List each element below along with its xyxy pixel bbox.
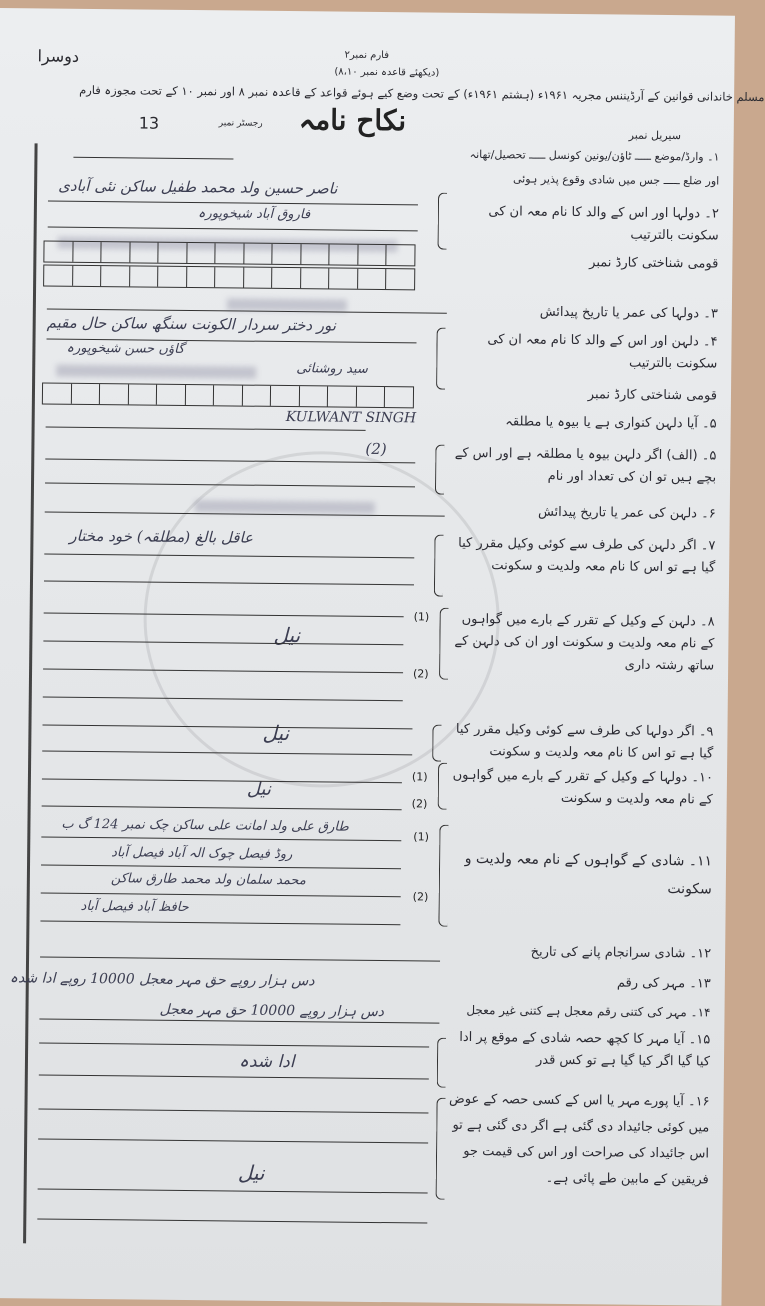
- field-district-label: اور ضلع ـــــ جس میں شادی وقوع پذیر ہوئی: [512, 172, 720, 188]
- marriage-witnesses-label: ۱۱۔ شادی کے گواہوں کے نام معہ ولدیت و سکونت: [464, 850, 713, 898]
- brace: [438, 825, 448, 927]
- groom-vakil-label: ۹۔ اگر دولہا کی طرف سے کوئی وکیل مقرر کیا گیا ہے تو اس کا نام معہ ولدیت و سکونت: [455, 721, 714, 762]
- marriage-witness-1-address: روڈ فیصل چوک الہ آباد فیصل آباد: [111, 845, 293, 863]
- register-number: 13: [138, 113, 160, 133]
- bride-name-value: نور دختر سردار الکونت سنگھ ساکن حال مقیم: [46, 313, 337, 335]
- witness-marker-2: (2): [412, 667, 429, 681]
- marriage-witness-2-address: حافظ آباد فیصل آباد: [80, 898, 189, 916]
- page-title: نکاح نامہ: [298, 103, 407, 138]
- property-label: ۱۶۔ آیا پورے مہر یا اس کے کسی حصہ کے عوض میں کوئی جائیداد دی گئی ہے اگر دی گئی ہے تو اس جائیداد کی صراحت اور اس کی قیمت جو فریقین کے مابین طے پائی ہے۔: [449, 1091, 710, 1188]
- bride-vakil-witness-value: نیل: [273, 622, 301, 648]
- bride-vakil-witness-label: ۸۔ دلہن کے وکیل کے تقرر کے بارے میں گواہوں کے نام معہ ولدیت و سکونت اور ان کی دلہن کے ساتھ رشتہ داری: [454, 611, 715, 674]
- field-line: [38, 1188, 428, 1193]
- mehr-amount-value: دس ہزار روپے حق مہر معجل 10000 روپے ادا شدہ: [9, 970, 315, 990]
- marriage-witness-2-value: محمد سلمان ولد محمد طارق ساکن: [110, 871, 306, 889]
- bride-vakil-label: ۷۔ اگر دلہن کی طرف سے کوئی وکیل مقرر کیا گیا ہے تو اس کا نام معہ ولدیت و سکونت: [458, 535, 716, 576]
- bride-cnic-note: سید روشنائی: [296, 361, 368, 377]
- groom-cnic-boxes: [43, 240, 415, 266]
- groom-label: ۲۔ دولہا اور اس کے والد کا نام معہ ان کی سکونت بالترتیب: [488, 204, 719, 244]
- nikah-nama-form: [0, 8, 765, 1306]
- bride-label: ۴۔ دلہن اور اس کے والد کا نام معہ ان کی سکونت بالترتیب: [487, 332, 718, 372]
- witness-marker-2: (2): [411, 797, 428, 811]
- bride-cnic-label: قومی شناختی کارڈ نمبر: [587, 387, 718, 404]
- children-count-value: (2): [365, 439, 387, 459]
- field-line: [73, 157, 233, 160]
- groom-vakil-witness-value: نیل: [246, 778, 272, 800]
- register-label: رجسٹر نمبر: [218, 118, 263, 129]
- redacted-bride-dob: [195, 500, 375, 514]
- witness-marker-2: (2): [412, 890, 429, 904]
- field-labels-column: [447, 147, 720, 1194]
- field-line: [38, 1138, 428, 1143]
- redacted-cnic: [56, 365, 256, 379]
- mehr-paid-value: ادا شدہ: [238, 1051, 295, 1073]
- field-line: [48, 201, 418, 206]
- witness-marker-1: (1): [413, 610, 430, 624]
- mehr-muajjal-value: دس ہزار روپے 10000 حق مہر معجل: [159, 1001, 385, 1021]
- field-line: [46, 427, 366, 431]
- serial-label: سیریل نمبر: [628, 128, 682, 143]
- brace: [434, 535, 444, 597]
- copy-label: دوسرا: [37, 46, 80, 66]
- ordinance-heading: مسلم خاندانی قوانین کے آرڈیننس مجریہ ۱۹۶۱ء (ہشتم ۱۹۶۱ء) کے تحت وضع کیے ہوئے قواعد کے قاعدہ نمبر ۸ اور نمبر ۱۰ کے تحت مجوزہ فارم: [79, 82, 765, 105]
- field-line: [41, 836, 401, 841]
- groom-vakil-value: نیل: [262, 720, 290, 746]
- property-value: نیل: [237, 1160, 265, 1185]
- mehr-muajjal-label: ۱۴۔ مہر کی کتنی رقم معجل ہے کتنی غیر معجل: [466, 1002, 711, 1020]
- field-line: [42, 805, 402, 810]
- form-number: فارم نمبر۲: [344, 49, 390, 62]
- marriage-witness-1-value: طارق علی ولد امانت علی ساکن چک نمبر 124 گ ب: [61, 816, 349, 835]
- field-ward-label: ۱۔ وارڈ/موضع ـــــ ٹاؤن/یونین کونسل ـــــ تحصیل/تھانہ: [469, 147, 720, 164]
- field-line: [37, 1218, 427, 1223]
- margin-rule: [23, 143, 38, 1243]
- brace: [432, 725, 441, 762]
- bride-age-label: ۶۔ دلہن کی عمر یا تاریخ پیدائش: [537, 504, 716, 522]
- brace: [436, 328, 446, 390]
- brace: [437, 193, 447, 250]
- bride-vakil-value: عاقل بالغ (مطلقہ) خود مختار: [69, 526, 254, 547]
- groom-cnic-label: قومی شناختی کارڈ نمبر: [589, 255, 719, 272]
- field-line: [40, 956, 440, 961]
- field-line: [41, 892, 401, 897]
- mehr-paid-label: ۱۵۔ آیا مہر کا کچھ حصہ شادی کے موقع پر ادا کیا گیا اگر کیا گیا ہے تو کس قدر: [459, 1029, 711, 1070]
- field-line: [38, 1108, 428, 1113]
- bride-address-value: گاؤں حسن شیخوپورہ: [66, 340, 185, 357]
- field-line: [40, 920, 400, 925]
- brace: [435, 445, 445, 495]
- marriage-date-label: ۱۲۔ شادی سرانجام پانے کی تاریخ: [530, 944, 712, 962]
- brace: [439, 608, 449, 680]
- bride-cnic-boxes: [42, 382, 414, 408]
- groom-address-value: فاروق آباد شیخوپورہ: [197, 206, 311, 223]
- groom-name-value: ناصر حسین ولد محمد طفیل ساکن نئی آبادی: [58, 176, 338, 198]
- witness-marker-1: (1): [411, 770, 428, 784]
- brace: [438, 763, 447, 810]
- field-line: [39, 1074, 429, 1079]
- mehr-amount-label: ۱۳۔ مہر کی رقم: [616, 975, 711, 992]
- field-line: [41, 864, 401, 869]
- field-line: [48, 227, 418, 232]
- children-label: ۵۔ (الف) اگر دلہن بیوہ یا مطلقہ ہے اور اس کے بچے ہیں تو ان کی تعداد اور نام: [454, 445, 717, 486]
- groom-vakil-witness-label: ۱۰۔ دولہا کے وکیل کے تقرر کے بارے میں گواہوں کے نام معہ ولدیت و سکونت: [452, 767, 714, 808]
- groom-age-label: ۳۔ دولہا کی عمر یا تاریخ پیدائش: [539, 304, 718, 322]
- witness-marker-1: (1): [413, 830, 430, 844]
- bride-status-value: KULWANT SINGH: [285, 409, 417, 427]
- bride-status-label: ۵۔ آیا دلہن کنواری ہے یا بیوہ یا مطلقہ: [505, 414, 717, 432]
- rule-reference: (دیکھئے قاعدہ نمبر ۸،۱۰): [334, 66, 440, 79]
- groom-cnic-boxes-2: [43, 264, 415, 290]
- brace: [436, 1098, 446, 1200]
- brace: [437, 1038, 447, 1088]
- field-line: [39, 1042, 429, 1047]
